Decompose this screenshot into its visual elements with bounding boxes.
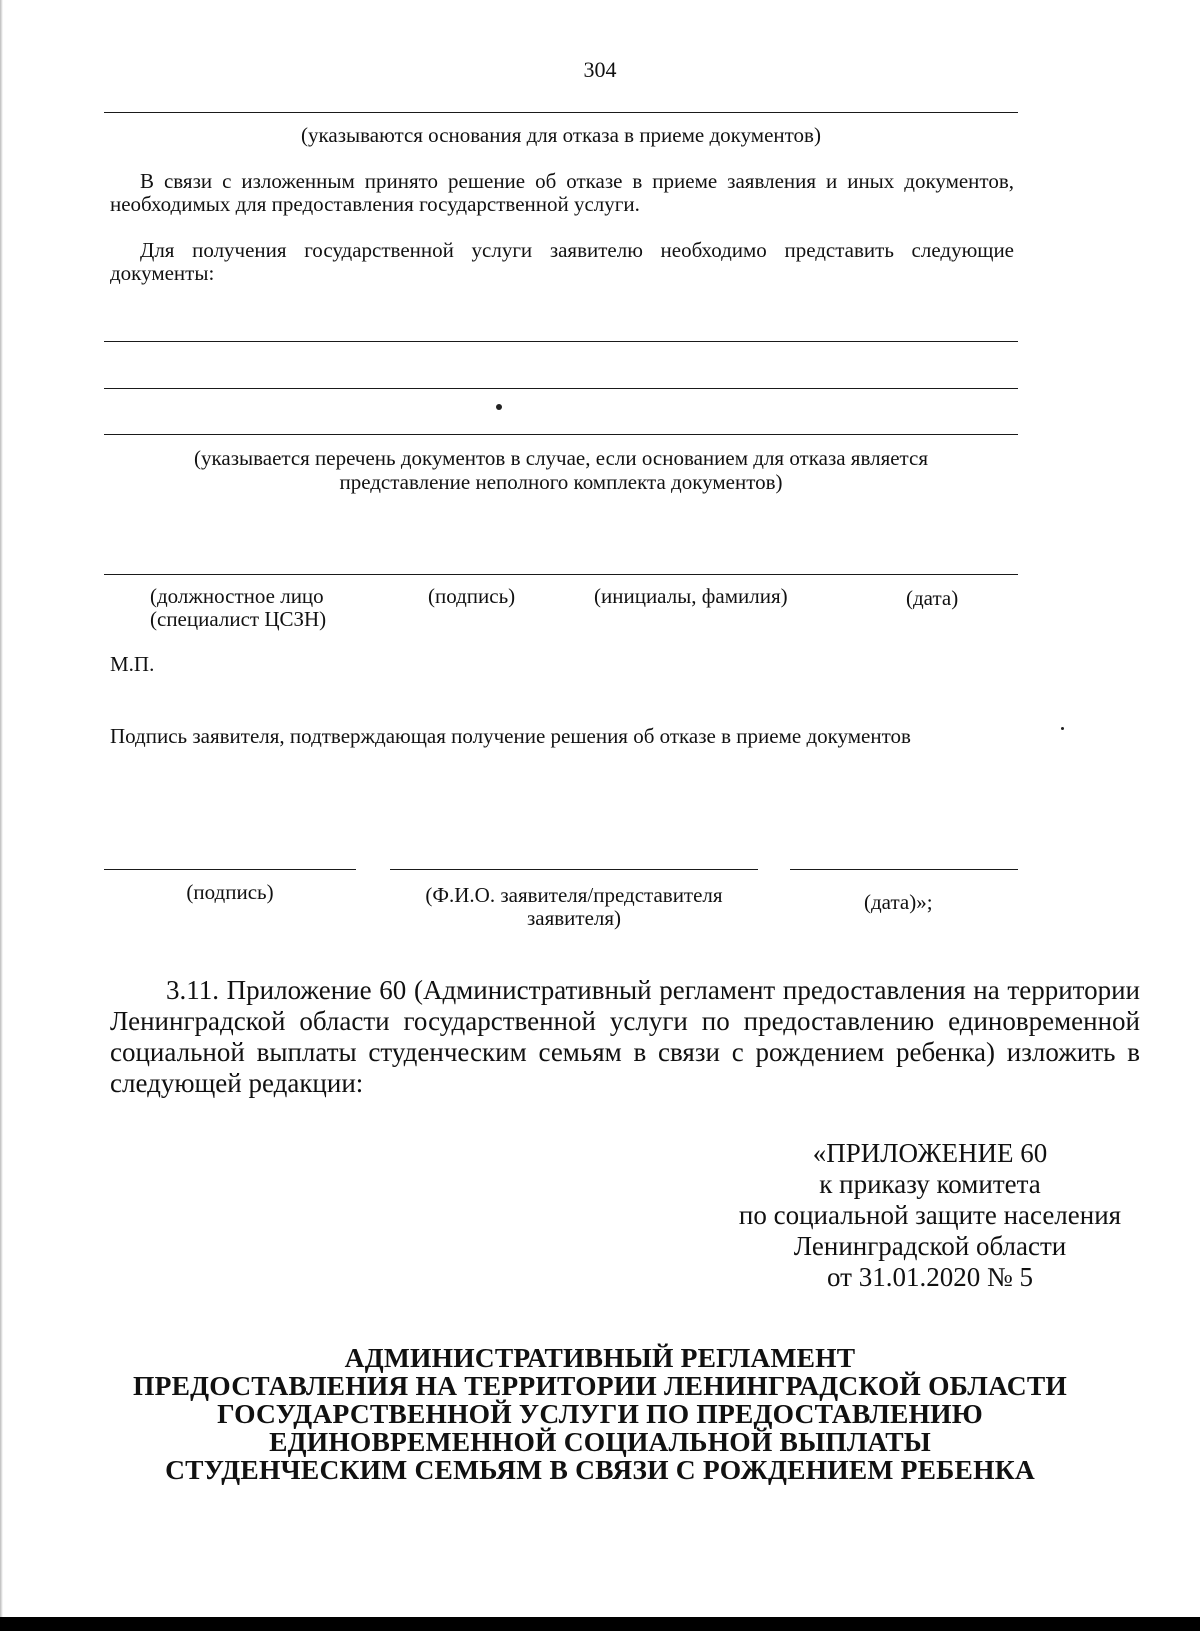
regulation-title-line2: ПРЕДОСТАВЛЕНИЯ НА ТЕРРИТОРИИ ЛЕНИНГРАДСКОЙ ОБЛАСТИ <box>133 1370 1067 1401</box>
appendix-header <box>720 1138 1140 1293</box>
documents-list-line-1 <box>104 341 1018 342</box>
regulation-title-line3: ГОСУДАРСТВЕННОЙ УСЛУГИ ПО ПРЕДОСТАВЛЕНИЮ <box>217 1398 983 1429</box>
refusal-grounds-caption: (указываются основания для отказа в приеме документов) <box>301 123 821 147</box>
regulation-title <box>80 1344 1120 1484</box>
scan-speck <box>1061 727 1064 730</box>
documents-list-line-3 <box>104 434 1018 435</box>
official-position <box>150 585 380 631</box>
decision-paragraph: В связи с изложенным принято решение об отказе в приеме заявления и иных документов, необходимых для предоставления государственной услуги. <box>110 169 1014 216</box>
official-position-line1: (должностное лицо <box>150 584 324 608</box>
documents-caption-line2: представление неполного комплекта документов) <box>339 470 783 494</box>
appendix-header-line3: по социальной защите населения <box>738 1200 1122 1230</box>
applicant-date-caption: (дата)»; <box>864 890 933 914</box>
scan-speck <box>496 404 502 410</box>
documents-paragraph: Для получения государственной услуги заявителю необходимо представить следующие документы: <box>110 238 1014 285</box>
official-date-caption: (дата) <box>906 586 959 610</box>
applicant-signature-line <box>104 869 356 870</box>
appendix-header-line2: к приказу комитета <box>819 1169 1041 1199</box>
applicant-date-line <box>790 869 1018 870</box>
official-initials-caption: (инициалы, фамилия) <box>594 584 788 608</box>
clause-3-11: 3.11. Приложение 60 (Административный регламент предоставления на территории Ленинградской области государственной услуги по предоставлению единовременной социальной выплаты студенческим семьям в связи с рождением ребенка) изложить в следующей редакции: <box>110 975 1140 1098</box>
documents-list-line-2 <box>104 388 1018 389</box>
refusal-grounds-line <box>104 112 1018 113</box>
appendix-header-line5: от 31.01.2020 № 5 <box>827 1262 1033 1292</box>
regulation-title-line1: АДМИНИСТРАТИВНЫЙ РЕГЛАМЕНТ <box>344 1342 856 1373</box>
scan-bottom-edge <box>0 1617 1200 1631</box>
applicant-fio-line2: заявителя) <box>526 906 622 930</box>
scan-edge-shadow <box>0 0 3 1631</box>
appendix-header-line1: «ПРИЛОЖЕНИЕ 60 <box>812 1138 1048 1168</box>
regulation-title-line5: СТУДЕНЧЕСКИМ СЕМЬЯМ В СВЯЗИ С РОЖДЕНИЕМ РЕБЕНКА <box>165 1454 1035 1485</box>
applicant-fio-line1: (Ф.И.О. заявителя/представителя <box>425 883 723 907</box>
regulation-title-line4: ЕДИНОВРЕМЕННОЙ СОЦИАЛЬНОЙ ВЫПЛАТЫ <box>269 1426 931 1457</box>
page-number: 304 <box>583 57 617 82</box>
stamp-place: М.П. <box>110 652 155 676</box>
applicant-confirmation: Подпись заявителя, подтверждающая получение решения об отказе в приеме документов <box>110 724 911 748</box>
applicant-fio-caption <box>390 884 758 930</box>
appendix-header-line4: Ленинградской области <box>793 1231 1067 1261</box>
documents-caption-line1: (указывается перечень документов в случае, если основанием для отказа является <box>194 446 928 470</box>
applicant-signature-caption: (подпись) <box>186 880 274 904</box>
official-signature-line <box>104 574 1018 575</box>
official-signature-caption: (подпись) <box>428 584 516 608</box>
applicant-fio-line <box>390 869 758 870</box>
official-position-line2: (специалист ЦСЗН) <box>150 607 327 631</box>
